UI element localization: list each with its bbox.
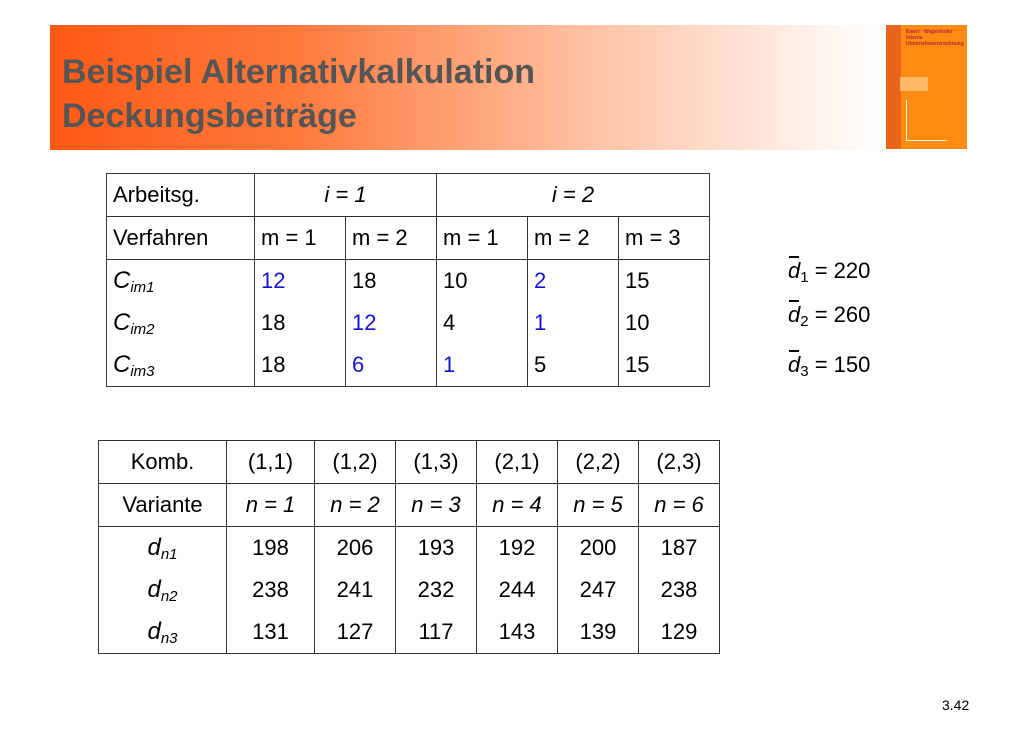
row-label-symbol: d: [147, 617, 161, 645]
row-label-d1: [99, 527, 227, 570]
header-col: m = 3: [619, 217, 710, 260]
row-label-c3: [107, 344, 255, 387]
header-col: n = 6: [639, 484, 720, 527]
table-cell: 10: [619, 302, 710, 344]
d-bar-1: [788, 258, 870, 286]
book-cover-image: [886, 25, 967, 149]
table-cell: 127: [315, 611, 396, 654]
table-cell: 232: [396, 569, 477, 611]
table-cell: 5: [528, 344, 619, 387]
table-cell: 200: [558, 527, 639, 570]
row-label-symbol: C: [113, 350, 131, 378]
header-col: (1,1): [227, 441, 315, 484]
header-col: n = 5: [558, 484, 639, 527]
table-cell: 1: [528, 302, 619, 344]
d-value: = 260: [814, 302, 871, 327]
slide-title: [62, 50, 535, 138]
book-sticker: [900, 77, 928, 91]
row-label-symbol: C: [113, 266, 131, 294]
cost-table: [106, 173, 710, 387]
table-cell: 12: [255, 260, 346, 303]
header-col: n = 2: [315, 484, 396, 527]
table-cell: 15: [619, 260, 710, 303]
header-col: (1,3): [396, 441, 477, 484]
table-cell: 238: [227, 569, 315, 611]
d-symbol: d: [788, 258, 801, 283]
header-col: (2,3): [639, 441, 720, 484]
table-cell: 143: [477, 611, 558, 654]
book-spine-strip: [886, 25, 901, 149]
header-i2: i = 2: [437, 174, 710, 217]
row-label-c1: [107, 260, 255, 303]
table-cell: 18: [255, 302, 346, 344]
table-cell: 2: [528, 260, 619, 303]
table-cell: 6: [346, 344, 437, 387]
row-label-symbol: C: [113, 308, 131, 336]
header-col: (1,2): [315, 441, 396, 484]
header-komb: Komb.: [99, 441, 227, 484]
d-bar-3: [788, 352, 870, 380]
row-label-sub: im3: [130, 362, 155, 380]
header-col: (2,1): [477, 441, 558, 484]
table-cell: 244: [477, 569, 558, 611]
table-cell: 139: [558, 611, 639, 654]
row-label-symbol: d: [147, 533, 161, 561]
book-plot-graphic: [906, 100, 947, 141]
title-line-2: Deckungsbeiträge: [62, 97, 357, 135]
title-line-1: Beispiel Alternativkalkulation: [62, 53, 535, 91]
table-cell: 1: [437, 344, 528, 387]
header-col: m = 2: [346, 217, 437, 260]
header-variante: Variante: [99, 484, 227, 527]
row-label-sub: n2: [160, 587, 178, 605]
header-col: m = 1: [437, 217, 528, 260]
table-cell: 131: [227, 611, 315, 654]
table-cell: 192: [477, 527, 558, 570]
row-label-sub: im1: [130, 278, 155, 296]
table-cell: 18: [346, 260, 437, 303]
header-col: m = 2: [528, 217, 619, 260]
header-col: (2,2): [558, 441, 639, 484]
row-label-c2: [107, 302, 255, 344]
book-title-2: Unternehmensrechnung: [906, 41, 964, 47]
table-cell: 4: [437, 302, 528, 344]
table-cell: 12: [346, 302, 437, 344]
page-number: 3.42: [942, 697, 970, 713]
d-value: = 150: [814, 352, 871, 377]
header-verfahren: Verfahren: [107, 217, 255, 260]
d-symbol: d: [788, 302, 801, 327]
table-cell: 187: [639, 527, 720, 570]
table-cell: 117: [396, 611, 477, 654]
book-authors: Ewert · Wagenhofer: [906, 29, 953, 35]
d-value: = 220: [814, 258, 871, 283]
book-title-1: Interne: [906, 35, 923, 41]
contribution-table: [98, 440, 720, 654]
table-cell: 247: [558, 569, 639, 611]
table-cell: 10: [437, 260, 528, 303]
header-col: n = 4: [477, 484, 558, 527]
table-cell: 238: [639, 569, 720, 611]
book-cover-text: [906, 29, 964, 47]
table-cell: 193: [396, 527, 477, 570]
d-sub: 2: [800, 313, 809, 330]
table-cell: 15: [619, 344, 710, 387]
table-cell: 241: [315, 569, 396, 611]
d-bar-2: [788, 302, 870, 330]
d-symbol: d: [788, 352, 801, 377]
row-label-sub: n3: [160, 629, 178, 647]
row-label-sub: im2: [130, 320, 155, 338]
row-label-symbol: d: [147, 575, 161, 603]
row-label-d2: [99, 569, 227, 611]
row-label-d3: [99, 611, 227, 654]
header-i1: i = 1: [255, 174, 437, 217]
header-arbeitsgang: Arbeitsg.: [107, 174, 255, 217]
table-cell: 206: [315, 527, 396, 570]
table-cell: 198: [227, 527, 315, 570]
d-sub: 3: [800, 363, 809, 380]
header-col: n = 1: [227, 484, 315, 527]
table-cell: 18: [255, 344, 346, 387]
header-col: m = 1: [255, 217, 346, 260]
table-cell: 129: [639, 611, 720, 654]
row-label-sub: n1: [160, 545, 178, 563]
d-sub: 1: [800, 269, 809, 286]
header-col: n = 3: [396, 484, 477, 527]
